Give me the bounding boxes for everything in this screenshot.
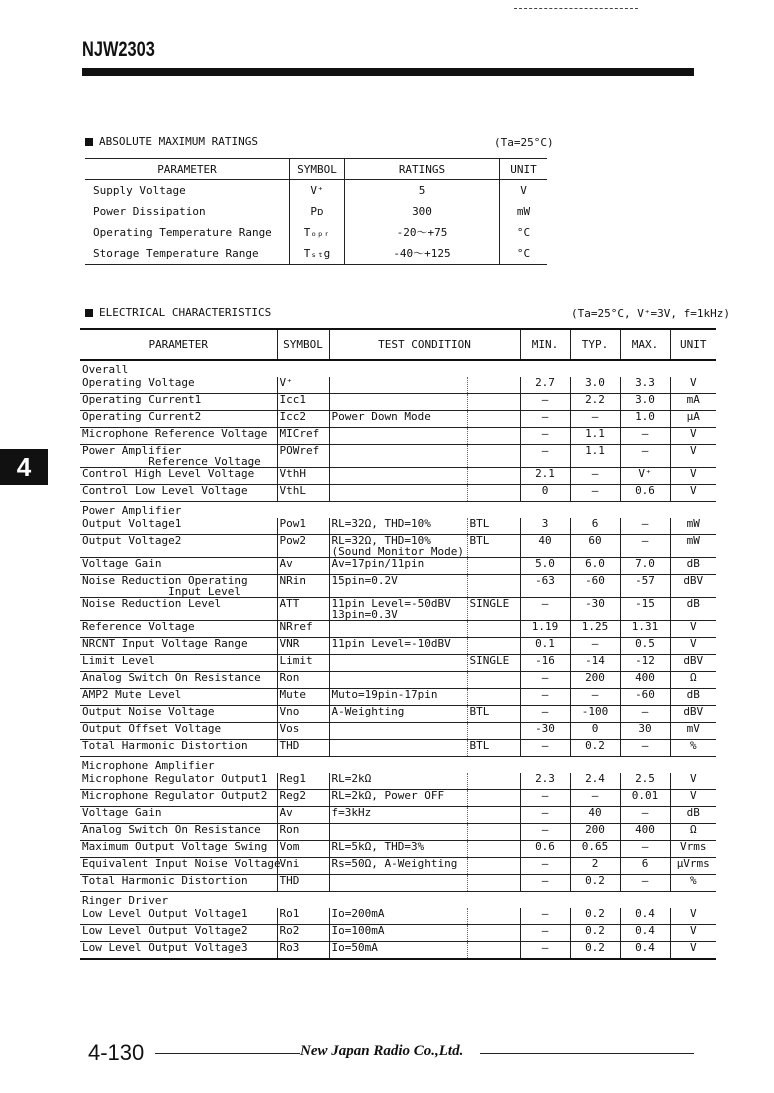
section-tab: 4 — [0, 449, 48, 485]
table-row: Noise Reduction Level ATT 11pin Level=-50dBV 13pin=0.3V SINGLE — -30 -15 dB — [80, 598, 716, 621]
electrical-condition: (Ta=25°C, V⁺=3V, f=1kHz) — [571, 307, 730, 320]
abs-max-condition: (Ta=25°C) — [494, 136, 554, 149]
group-header-row: Power Amplifier — [82, 503, 182, 517]
part-number: NJW2303 — [82, 38, 155, 61]
table-row: Output Voltage1 Pow1 RL=32Ω, THD=10% BTL 3 6 — mW — [80, 518, 716, 535]
table-row: Voltage Gain Av f=3kHz — 40 — dB — [80, 807, 716, 824]
brand-logo: New Japan Radio Co.,Ltd. — [300, 1043, 464, 1059]
table-row: Output Noise Voltage Vno A-Weighting BTL — -100 — dBV — [80, 706, 716, 723]
group-header-row: Ringer Driver — [82, 893, 169, 907]
table-row: Control High Level Voltage VthH 2.1 — V⁺ V — [80, 468, 716, 485]
table-row: Analog Switch On Resistance Ron — 200 400 Ω — [80, 672, 716, 689]
abs-max-title: ABSOLUTE MAXIMUM RATINGS — [85, 135, 258, 148]
table-row: Reference Voltage NRref 1.19 1.25 1.31 V — [80, 621, 716, 638]
bullet-square-icon — [85, 309, 93, 317]
table-row: Equivalent Input Noise Voltage Vni Rs=50Ω, A-Weighting — 2 6 μVrms — [80, 858, 716, 875]
footer-rule-right — [480, 1053, 694, 1054]
table-row: Total Harmonic Distortion THD — 0.2 — % — [80, 875, 716, 892]
table-header-row: PARAMETER SYMBOL RATINGS UNIT — [85, 159, 547, 180]
table-row: Operating Current1 Icc1 — 2.2 3.0 mA — [80, 394, 716, 411]
table-row: Voltage Gain Av Av=17pin/11pin 5.0 6.0 7.0 dB — [80, 558, 716, 575]
footer-rule-left — [155, 1053, 300, 1054]
page-number: 4-130 — [88, 1040, 145, 1065]
table-row: Operating Voltage V⁺ 2.7 3.0 3.3 V — [80, 377, 716, 394]
table-row: Low Level Output Voltage1 Ro1 Io=200mA — 0.2 0.4 V — [80, 908, 716, 925]
group-header-row: Microphone Amplifier — [82, 758, 215, 772]
table-row: Power Dissipation Pᴅ 300 mW — [85, 201, 547, 222]
table-row: Storage Temperature Range Tₛₜg -40～+125 °C — [85, 243, 547, 265]
header-rule — [82, 68, 694, 76]
bullet-square-icon — [85, 138, 93, 146]
table-row: Microphone Regulator Output2 Reg2 RL=2kΩ, Power OFF — — 0.01 V — [80, 790, 716, 807]
table-row: Maximum Output Voltage Swing Vom RL=5kΩ, THD=3% 0.6 0.65 — Vrms — [80, 841, 716, 858]
table-row: Operating Current2 Icc2 Power Down Mode — — 1.0 μA — [80, 411, 716, 428]
electrical-title: ELECTRICAL CHARACTERISTICS — [85, 306, 271, 319]
table-row: Total Harmonic Distortion THD BTL — 0.2 — % — [80, 740, 716, 757]
table-row: Microphone Reference Voltage MICref — 1.1 — V — [80, 428, 716, 445]
table-row: Output Voltage2 Pow2 RL=32Ω, THD=10% (Sound Monitor Mode) BTL 40 60 — mW — [80, 535, 716, 558]
table-header-row: PARAMETER SYMBOL TEST CONDITION MIN. TYP. MAX. UNIT — [80, 329, 716, 360]
top-dash-line — [514, 8, 638, 9]
table-row: Low Level Output Voltage3 Ro3 Io=50mA — 0.2 0.4 V — [80, 942, 716, 960]
electrical-table — [80, 328, 716, 960]
table-row: Microphone Regulator Output1 Reg1 RL=2kΩ 2.3 2.4 2.5 V — [80, 773, 716, 790]
table-row: Low Level Output Voltage2 Ro2 Io=100mA — 0.2 0.4 V — [80, 925, 716, 942]
table-row: NRCNT Input Voltage Range VNR 11pin Level=-10dBV 0.1 — 0.5 V — [80, 638, 716, 655]
group-header-row: Overall — [82, 362, 129, 376]
table-row: AMP2 Mute Level Mute Muto=19pin-17pin — — -60 dB — [80, 689, 716, 706]
table-row: Noise Reduction Operating Input Level NRin 15pin=0.2V -63 -60 -57 dBV — [80, 575, 716, 598]
table-row: Power Amplifier Reference Voltage POWref — 1.1 — V — [80, 445, 716, 468]
table-row: Control Low Level Voltage VthL 0 — 0.6 V — [80, 485, 716, 502]
abs-max-table — [85, 158, 547, 265]
table-row: Limit Level Limit SINGLE -16 -14 -12 dBV — [80, 655, 716, 672]
table-row: Analog Switch On Resistance Ron — 200 400 Ω — [80, 824, 716, 841]
table-row: Operating Temperature Range Tₒₚᵣ -20～+75 °C — [85, 222, 547, 243]
table-row: Output Offset Voltage Vos -30 0 30 mV — [80, 723, 716, 740]
table-row: Supply Voltage V⁺ 5 V — [85, 180, 547, 202]
